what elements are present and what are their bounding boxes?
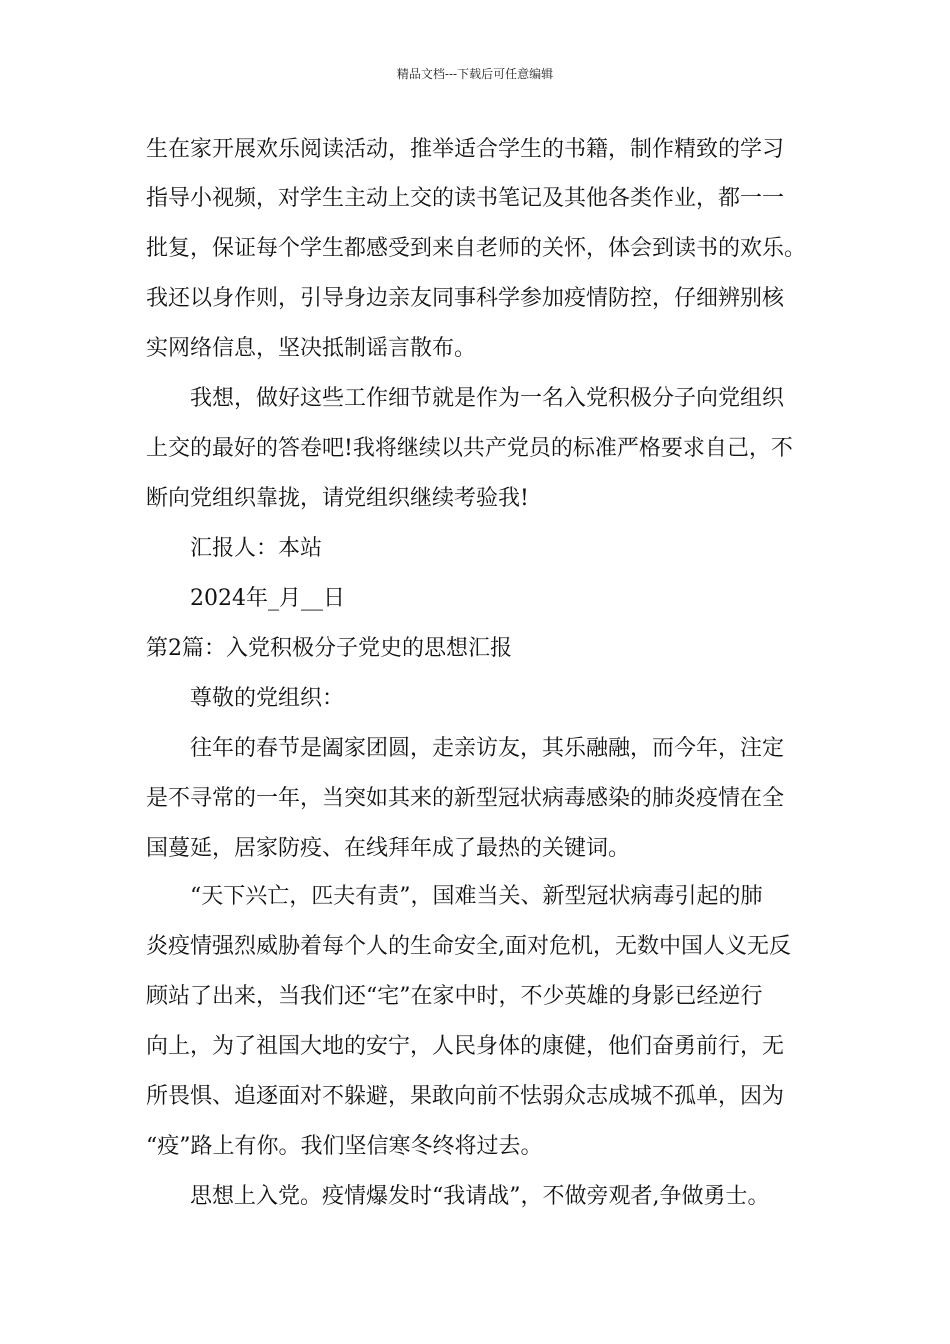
text-line: 向上，为了祖国大地的安宁，人民身体的康健，他们奋勇前行，无	[146, 1034, 785, 1059]
text-line: 实网络信息，坚决抵制谣言散布。	[146, 336, 477, 361]
text-line: “天下兴亡，匹夫有责”，国难当关、新型冠状病毒引起的肺	[190, 884, 763, 909]
text-line: 所畏惧、追逐面对不躲避，果敢向前不怯弱众志成城不孤单，因为	[146, 1084, 785, 1109]
text-line: 批复，保证每个学生都感受到来自老师的关怀，体会到读书的欢乐。	[146, 236, 807, 261]
signature-line: 汇报人：本站	[190, 536, 323, 561]
text-line: “疫”路上有你。我们坚信寒冬终将过去。	[146, 1134, 543, 1159]
text-line: 生在家开展欢乐阅读活动，推举适合学生的书籍，制作精致的学习	[146, 137, 785, 162]
section-title: 第2篇：入党积极分子党史的思想汇报	[146, 636, 512, 661]
text-line: 我还以身作则，引导身边亲友同事科学参加疫情防控，仔细辨别核	[146, 286, 785, 311]
text-line: 往年的春节是阖家团圆，走亲访友，其乐融融，而今年，注定	[190, 736, 785, 761]
text-line: 指导小视频，对学生主动上交的读书笔记及其他各类作业，都一一	[146, 186, 785, 211]
text-line: 国蔓延，居家防疫、在线拜年成了最热的关键词。	[146, 836, 631, 861]
text-line: 上交的最好的答卷吧!我将继续以共产党员的标准严格要求自己，不	[146, 436, 793, 461]
text-line: 顾站了出来，当我们还“宅”在家中时，不少英雄的身影已经逆行	[146, 984, 763, 1009]
date-line: 2024年_月__日	[190, 586, 345, 611]
page-header: 精品文档---下载后可任意编辑	[396, 67, 554, 81]
salutation: 尊敬的党组织：	[190, 686, 345, 711]
text-line: 我想，做好这些工作细节就是作为一名入党积极分子向党组织	[190, 386, 785, 411]
text-line: 炎疫情强烈威胁着每个人的生命安全,面对危机，无数中国人义无反	[146, 934, 791, 959]
text-line: 断向党组织靠拢，请党组织继续考验我!	[146, 486, 529, 511]
text-line: 是不寻常的一年，当突如其来的新型冠状病毒感染的肺炎疫情在全	[146, 786, 785, 811]
text-line: 思想上入党。疫情爆发时“我请战”，不做旁观者,争做勇士。	[190, 1184, 770, 1209]
